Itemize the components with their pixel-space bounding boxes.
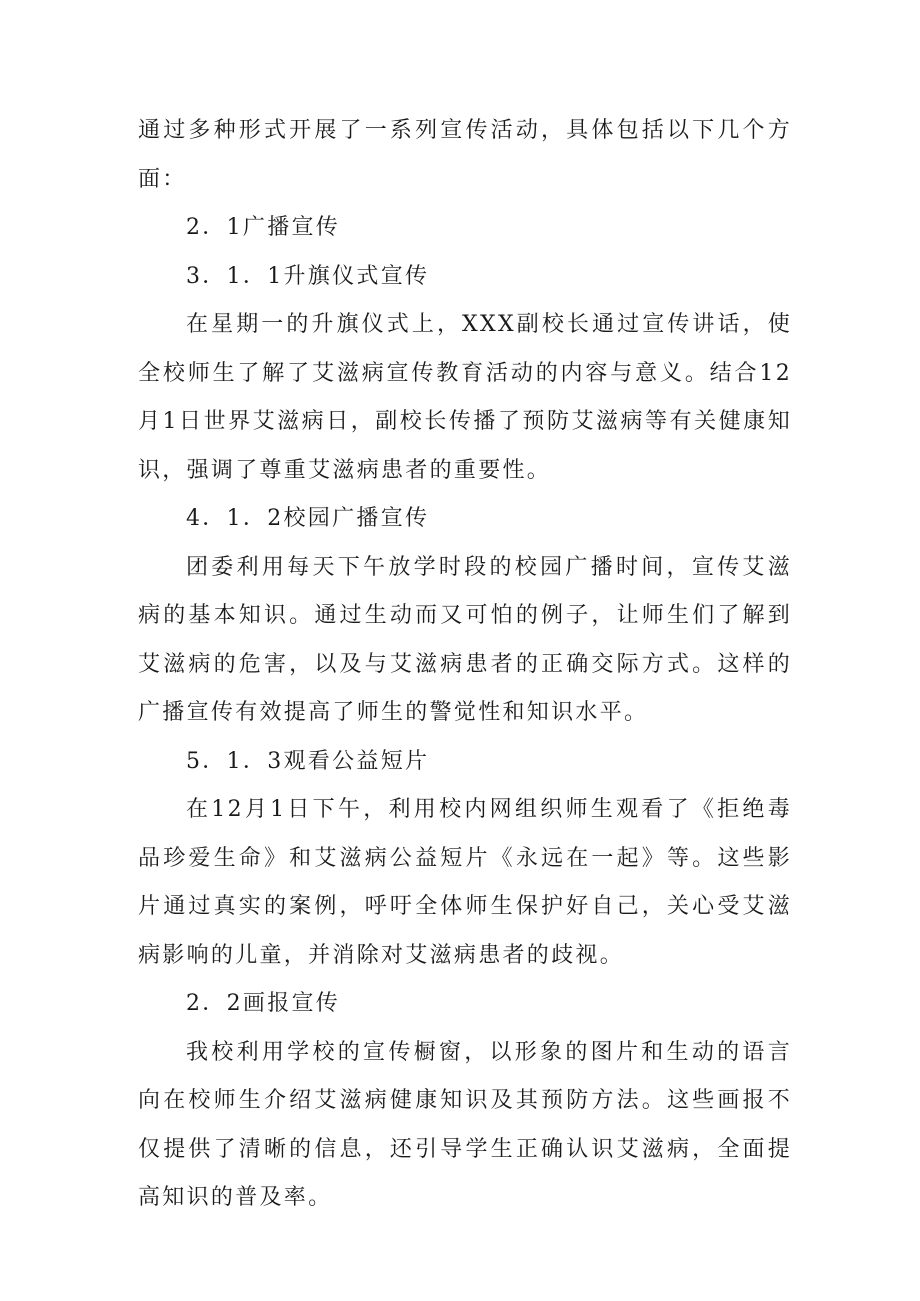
paragraph-flag-ceremony: 在星期一的升旗仪式上，XXX副校长通过宣传讲话，使全校师生了解了艾滋病宣传教育活动的内容与意义。结合12月1日世界艾滋病日，副校长传播了预防艾滋病等有关健康知识，强调了尊重艾滋病患者的重要性。 — [138, 312, 792, 483]
paragraph-poster-publicity: 我校利用学校的宣传橱窗，以形象的图片和生动的语言向在校师生介绍艾滋病健康知识及其预防方法。这些画报不仅提供了清晰的信息，还引导学生正确认识艾滋病，全面提高知识的普及率。 — [138, 1039, 792, 1210]
heading-campus-broadcast: 4．1．2校园广播宣传 — [186, 506, 430, 531]
paragraph-public-films: 在12月1日下午，利用校内网组织师生观看了《拒绝毒品珍爱生命》和艾滋病公益短片《永远在一起》等。这些影片通过真实的案例，呼吁全体师生保护好自己，关心受艾滋病影响的儿童，并消除对艾滋病患者的歧视。 — [138, 797, 792, 968]
paragraph-campus-broadcast: 团委利用每天下午放学时段的校园广播时间，宣传艾滋病的基本知识。通过生动而又可怕的例子，让师生们了解到艾滋病的危害，以及与艾滋病患者的正确交际方式。这样的广播宣传有效提高了师生的警觉性和知识水平。 — [138, 554, 792, 725]
heading-flag-ceremony: 3．1．1升旗仪式宣传 — [186, 263, 430, 289]
heading-poster-publicity: 2．2画报宣传 — [186, 991, 341, 1016]
heading-broadcast-publicity: 2．1广播宣传 — [186, 215, 341, 240]
heading-public-films: 5．1．3观看公益短片 — [186, 748, 430, 774]
paragraph-intro: 通过多种形式开展了一系列宣传活动，具体包括以下几个方面： — [138, 118, 792, 192]
